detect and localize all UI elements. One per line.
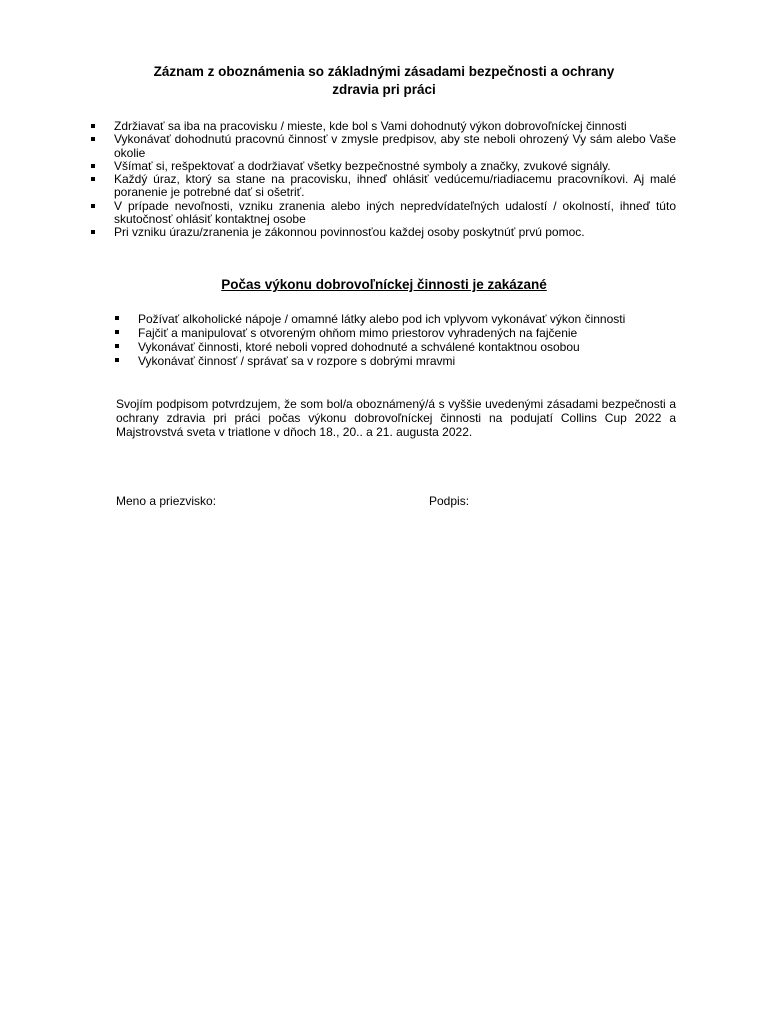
list-item — [88, 200, 676, 227]
safety-rules-list — [88, 120, 676, 240]
document-title — [100, 63, 668, 99]
square-bullet-icon — [91, 230, 95, 234]
prohibited-text: Vykonávať činnosti, ktoré neboli vopred dohodnuté a schválené kontaktnou osobou — [138, 340, 580, 354]
title-line-1: Záznam z oboznámenia so základnými zásadami bezpečnosti a ochrany — [153, 64, 615, 79]
list-item — [112, 312, 676, 326]
rule-text: Každý úraz, ktorý sa stane na pracovisku, ihneď ohlásiť vedúcemu/riadiacemu pracovníkovi. Aj malé poranenie je potrebné dať si ošetriť. — [114, 172, 676, 200]
square-bullet-icon — [91, 124, 95, 128]
prohibited-text: Vykonávať činnosť / správať sa v rozpore s dobrými mravmi — [138, 354, 456, 368]
title-line-2: zdravia pri práci — [332, 82, 436, 97]
rule-text: Vykonávať dohodnutú pracovnú činnosť v zmysle predpisov, aby ste neboli ohrozený Vy sám alebo Vaše okolie — [114, 132, 676, 160]
rule-text: Všímať si, rešpektovať a dodržiavať všetky bezpečnostné symboly a značky, zvukové signály. — [114, 158, 611, 173]
rule-text: V prípade nevoľnosti, vzniku zranenia alebo iných nepredvídateľných udalostí / okolností, ihneď túto skutočnosť ohlásiť kontaktnej osobe — [114, 198, 676, 227]
list-item — [88, 173, 676, 200]
square-bullet-icon — [91, 164, 95, 168]
name-label: Meno a priezvisko: — [116, 494, 217, 508]
square-bullet-icon — [91, 204, 95, 208]
square-bullet-icon — [91, 177, 95, 181]
prohibited-heading-text: Počas výkonu dobrovoľníckej činnosti je zakázané — [221, 277, 547, 292]
list-item — [88, 120, 676, 133]
list-item — [112, 340, 676, 354]
list-item — [112, 326, 676, 340]
square-bullet-icon — [115, 358, 119, 362]
square-bullet-icon — [115, 316, 119, 320]
prohibited-text: Fajčiť a manipulovať s otvoreným ohňom mimo priestorov vyhradených na fajčenie — [138, 326, 578, 340]
list-item — [88, 226, 676, 239]
signature-label: Podpis: — [429, 494, 470, 508]
list-item — [88, 133, 676, 160]
square-bullet-icon — [115, 344, 119, 348]
prohibited-list — [112, 312, 676, 368]
rule-text: Pri vzniku úrazu/zranenia je zákonnou povinnosťou každej osoby poskytnúť prvú pomoc. — [114, 225, 585, 240]
square-bullet-icon — [91, 137, 95, 141]
confirmation-statement: Svojím podpisom potvrdzujem, že som bol/a oboznámený/á s vyššie uvedenými zásadami bezpečnosti a ochrany zdravia pri práci počas výkonu dobrovoľníckej činnosti na podujatí Collins Cup 2022 a Majstrovstvá sveta v triatlone v dňoch 18., 20.. a 21. augusta 2022. — [116, 397, 676, 439]
list-item — [88, 160, 676, 173]
rule-text: Zdržiavať sa iba na pracovisku / mieste, kde bol s Vami dohodnutý výkon dobrovoľníckej činnosti — [114, 119, 627, 133]
list-item — [112, 354, 676, 368]
prohibited-heading — [100, 276, 668, 294]
square-bullet-icon — [115, 330, 119, 334]
prohibited-text: Požívať alkoholické nápoje / omamné látky alebo pod ich vplyvom vykonávať výkon činnosti — [138, 312, 626, 326]
